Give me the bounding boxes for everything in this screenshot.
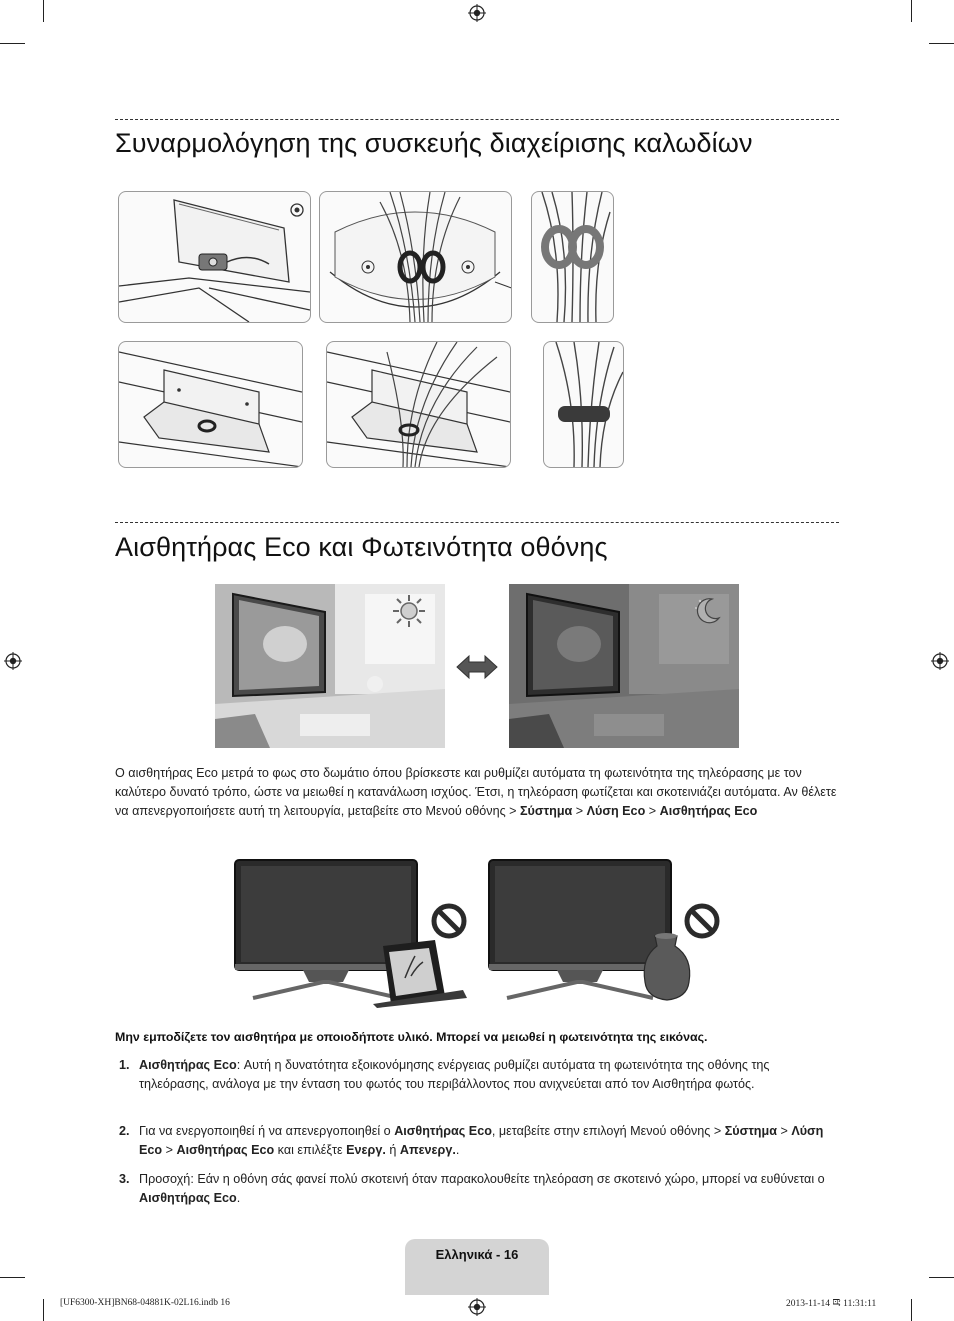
step-text: .	[236, 1191, 241, 1205]
step-text: και επιλέξτε	[274, 1143, 347, 1157]
crop-mark	[0, 43, 25, 44]
eco-sensor-description	[115, 764, 843, 821]
crop-mark	[43, 0, 44, 22]
crop-mark	[929, 43, 954, 44]
step-text: ή	[385, 1143, 400, 1157]
description-text: Ο αισθητήρας Eco μετρά το φως στο δωμάτιο όπου βρίσκεστε και ρυθμίζει αυτόματα τη φωτεινότητα της τηλεόρασης με τον καλύτερο δυνατό τρόπο, ώστε να μειωθεί η κατανάλωση ισχύος. Έτσι, η τηλεόραση φωτίζεται και σκοτεινιάζει αυτόματα. Αν θέλετε να απενεργοποιήσετε αυτή τη λειτουργία, μεταβείτε στο Μενού οθόνης >	[115, 766, 837, 818]
list-item-text	[139, 1170, 839, 1208]
menu-separator: >	[572, 804, 587, 818]
section-divider	[115, 119, 839, 120]
term-eco-sensor: Αισθητήρας Eco	[394, 1124, 492, 1138]
menu-separator: >	[776, 1124, 792, 1138]
term-eco-sensor: Αισθητήρας Eco	[139, 1058, 237, 1072]
illustration-stand-with-clip	[118, 341, 303, 468]
step-text: , μεταβείτε στην επιλογή Μενού οθόνης >	[491, 1124, 725, 1138]
list-item-text	[139, 1056, 839, 1094]
illustration-stand-with-cables	[326, 341, 511, 468]
page-number: Ελληνικά - 16	[435, 1247, 519, 1262]
illustration-tv-blocked-by-vase	[487, 858, 737, 1008]
menu-path-eco-solution: Λύση Eco	[139, 1124, 824, 1157]
illustration-tv-blocked-by-frame	[223, 858, 473, 1008]
option-on: Ενεργ.	[346, 1143, 386, 1157]
illustration-tv-stand-back	[118, 191, 311, 323]
crop-mark	[911, 1299, 912, 1321]
registration-mark-icon	[468, 1298, 486, 1316]
crop-mark	[929, 1277, 954, 1278]
print-slug-file: [UF6300-XH]BN68-04881K-02L16.indb 16	[60, 1298, 230, 1308]
illustration-cable-clip-detail	[531, 191, 614, 323]
prohibited-icon	[430, 902, 468, 940]
list-item-text	[139, 1122, 839, 1160]
moon-icon	[692, 596, 722, 626]
photo-dark-room	[509, 584, 739, 748]
sun-icon	[392, 594, 426, 628]
menu-separator: >	[162, 1143, 177, 1157]
step-text: : Αυτή η δυνατότητα εξοικονόμησης ενέργειας ρυθμίζει αυτόματα τη φωτεινότητα της οθόνης της τηλεόρασης, ανάλογα με την ένταση του φωτός του περιβάλλοντος που ανιχνεύεται από τον Αισθητήρα φωτός.	[139, 1058, 770, 1091]
print-slug-timestamp: 2013-11-14 ꕓ 11:31:11	[786, 1299, 877, 1309]
list-item-number: 3.	[119, 1172, 130, 1186]
illustration-cable-clip-front	[319, 191, 512, 323]
registration-mark-icon	[931, 652, 949, 670]
crop-mark	[911, 0, 912, 22]
menu-path-eco-sensor: Αισθητήρας Eco	[176, 1143, 275, 1157]
step-text: .	[455, 1143, 460, 1157]
sensor-warning: Μην εμποδίζετε τον αισθητήρα με οποιοδήποτε υλικό. Μπορεί να μειωθεί η φωτεινότητα της εικόνας.	[115, 1030, 708, 1044]
list-item-number: 2.	[119, 1124, 130, 1138]
menu-separator: >	[645, 804, 660, 818]
list-item-number: 1.	[119, 1058, 130, 1072]
double-arrow-icon	[455, 654, 499, 680]
crop-mark	[0, 1277, 25, 1278]
section-title-cable-manager: Συναρμολόγηση της συσκευής διαχείρισης καλωδίων	[115, 128, 753, 158]
option-off: Απενεργ.	[399, 1143, 456, 1157]
registration-mark-icon	[4, 652, 22, 670]
step-text: Για να ενεργοποιηθεί ή να απενεργοποιηθεί ο	[139, 1124, 395, 1138]
photo-bright-room	[215, 584, 445, 748]
illustration-clip-detail-bottom	[543, 341, 624, 468]
menu-path-system: Σύστημα	[520, 804, 573, 818]
registration-mark-icon	[468, 4, 486, 22]
menu-path-system: Σύστημα	[724, 1124, 777, 1138]
prohibited-icon	[683, 902, 721, 940]
section-title-eco-sensor: Αισθητήρας Eco και Φωτεινότητα οθόνης	[115, 532, 608, 562]
step-text: Προσοχή: Εάν η οθόνη σάς φανεί πολύ σκοτεινή όταν παρακολουθείτε τηλεόραση σε σκοτεινό χώρο, μπορεί να ευθύνεται ο	[139, 1172, 825, 1186]
term-eco-sensor: Αισθητήρας Eco	[139, 1191, 237, 1205]
menu-path-eco-sensor: Αισθητήρας Eco	[659, 804, 758, 818]
crop-mark	[43, 1299, 44, 1321]
section-divider	[115, 522, 839, 523]
menu-path-eco-solution: Λύση Eco	[586, 804, 646, 818]
